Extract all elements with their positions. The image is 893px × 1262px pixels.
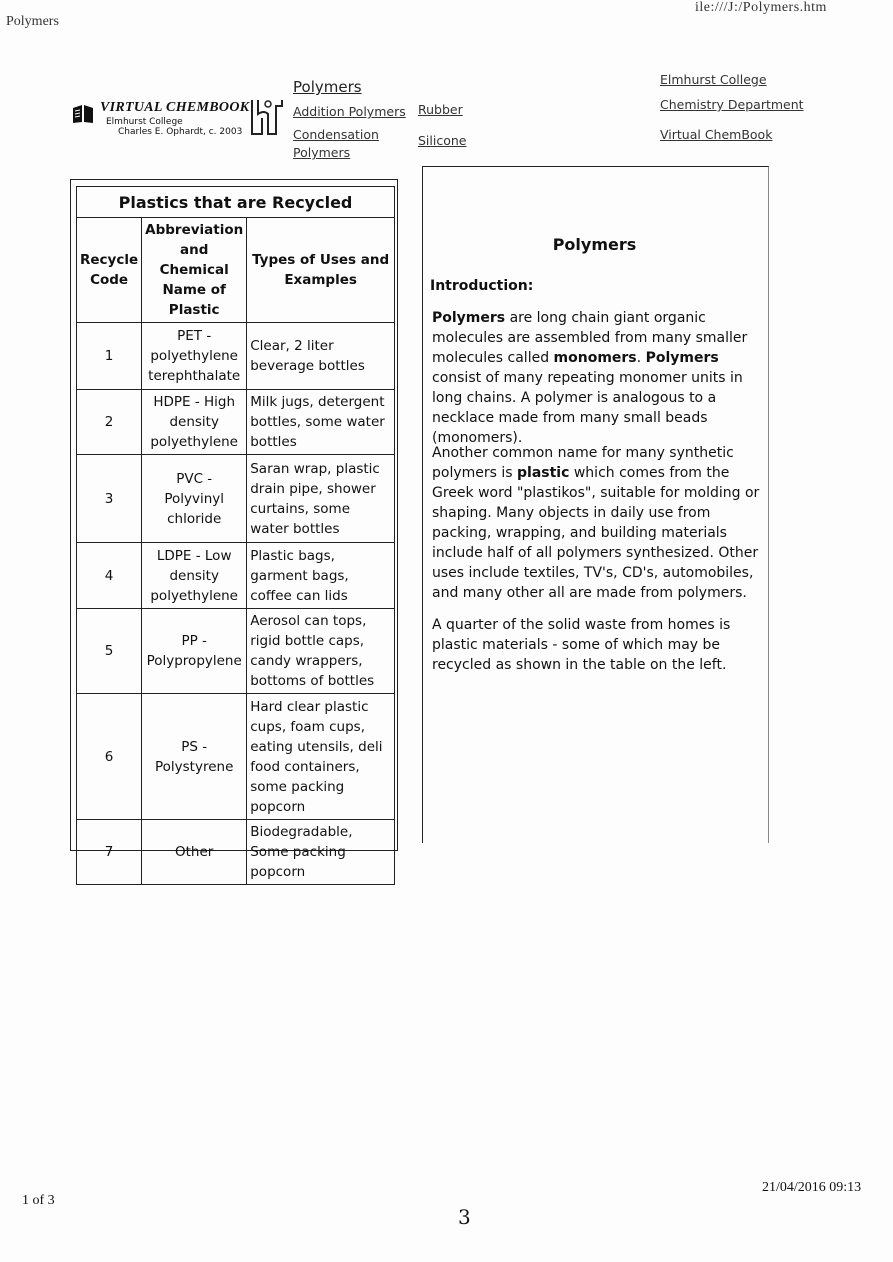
- plastic-name: Other: [142, 820, 247, 885]
- logo-college: Elmhurst College: [106, 117, 183, 127]
- nav-polymers-link[interactable]: Polymers: [293, 78, 362, 96]
- table-row: [77, 323, 395, 390]
- recycle-code: 5: [77, 609, 142, 694]
- recycle-code: 6: [77, 694, 142, 820]
- nav-condensation-polymers-link[interactable]: Condensation Polymers: [293, 127, 379, 160]
- plastic-uses: Biodegradable, Some packing popcorn: [247, 820, 395, 885]
- plastic-name: PVC - Polyvinyl chloride: [142, 455, 247, 543]
- nav-chemistry-department-link[interactable]: Chemistry Department: [660, 97, 804, 112]
- print-datetime: 21/04/2016 09:13: [762, 1180, 862, 1195]
- intro-heading: Introduction:: [430, 278, 534, 294]
- plastic-uses: Milk jugs, detergent bottles, some water bottles: [247, 390, 395, 455]
- nav-virtual-chembook-link[interactable]: Virtual ChemBook: [660, 127, 773, 142]
- intro-paragraph-1: Polymers are long chain giant organic molecules are assembled from many smaller molecules called monomers. Polymers consist of many repeating monomer units in long chains. A polymer is analogous to a necklace made from many small beads (monomers).: [432, 310, 748, 446]
- intro-paragraph-3: A quarter of the solid waste from homes is plastic materials - some of which may be recycled as shown in the table on the left.: [432, 617, 731, 673]
- recycle-code: 4: [77, 543, 142, 609]
- page-number: 1 of 3: [22, 1193, 55, 1208]
- nav-rubber-link[interactable]: Rubber: [418, 102, 463, 117]
- handwritten-page-mark: 3: [458, 1205, 471, 1229]
- recycled-plastics-table: [76, 186, 395, 885]
- plastic-name: PET - polyethylene terephthalate: [142, 323, 247, 390]
- plastic-uses: Clear, 2 liter beverage bottles: [247, 323, 395, 390]
- plastic-name: LDPE - Low density polyethylene: [142, 543, 247, 609]
- intro-paragraph-2: Another common name for many synthetic polymers is plastic which comes from the Greek word "plastikos", suitable for molding or shaping. Many objects in daily use from packing, wrapping, and building materials include half of all polymers synthesized. Other uses include textiles, TV's, CD's, automobiles, and many other all are made from polymers.: [432, 445, 760, 601]
- table-caption: Plastics that are Recycled: [77, 187, 395, 218]
- chembook-book-icon: [72, 104, 94, 124]
- nav-addition-polymers-link[interactable]: Addition Polymers: [293, 104, 406, 119]
- nav-elmhurst-link[interactable]: Elmhurst College: [660, 72, 767, 87]
- header-recycle-code: Recycle Code: [77, 218, 142, 323]
- table-row: [77, 609, 395, 694]
- plastic-name: HDPE - High density polyethylene: [142, 390, 247, 455]
- print-header-url: ile:///J:/Polymers.htm: [695, 0, 827, 15]
- recycle-code: 1: [77, 323, 142, 390]
- plastic-uses: Saran wrap, plastic drain pipe, shower curtains, some water bottles: [247, 455, 395, 543]
- logo-title: VIRTUAL CHEMBOOK: [100, 100, 250, 115]
- plastic-name: PS - Polystyrene: [142, 694, 247, 820]
- print-header-title: Polymers: [6, 14, 59, 29]
- recycle-code: 3: [77, 455, 142, 543]
- recycle-code: 2: [77, 390, 142, 455]
- flask-icon: [246, 98, 286, 138]
- table-row: [77, 820, 395, 885]
- table-row: [77, 455, 395, 543]
- plastic-uses: Plastic bags, garment bags, coffee can lids: [247, 543, 395, 609]
- virtual-chembook-logo[interactable]: [72, 100, 272, 142]
- nav-silicone-link[interactable]: Silicone: [418, 133, 467, 148]
- plastic-uses: Hard clear plastic cups, foam cups, eating utensils, deli food containers, some packing popcorn: [247, 694, 395, 820]
- table-row: [77, 543, 395, 609]
- table-row: [77, 694, 395, 820]
- intro-title: Polymers: [552, 235, 637, 254]
- plastic-name: PP - Polypropylene: [142, 609, 247, 694]
- plastic-uses: Aerosol can tops, rigid bottle caps, candy wrappers, bottoms of bottles: [247, 609, 395, 694]
- logo-author: Charles E. Ophardt, c. 2003: [118, 127, 243, 137]
- header-uses: Types of Uses and Examples: [247, 218, 395, 323]
- recycle-code: 7: [77, 820, 142, 885]
- table-row: [77, 390, 395, 455]
- header-abbreviation: Abbreviation and Chemical Name of Plastic: [142, 218, 247, 323]
